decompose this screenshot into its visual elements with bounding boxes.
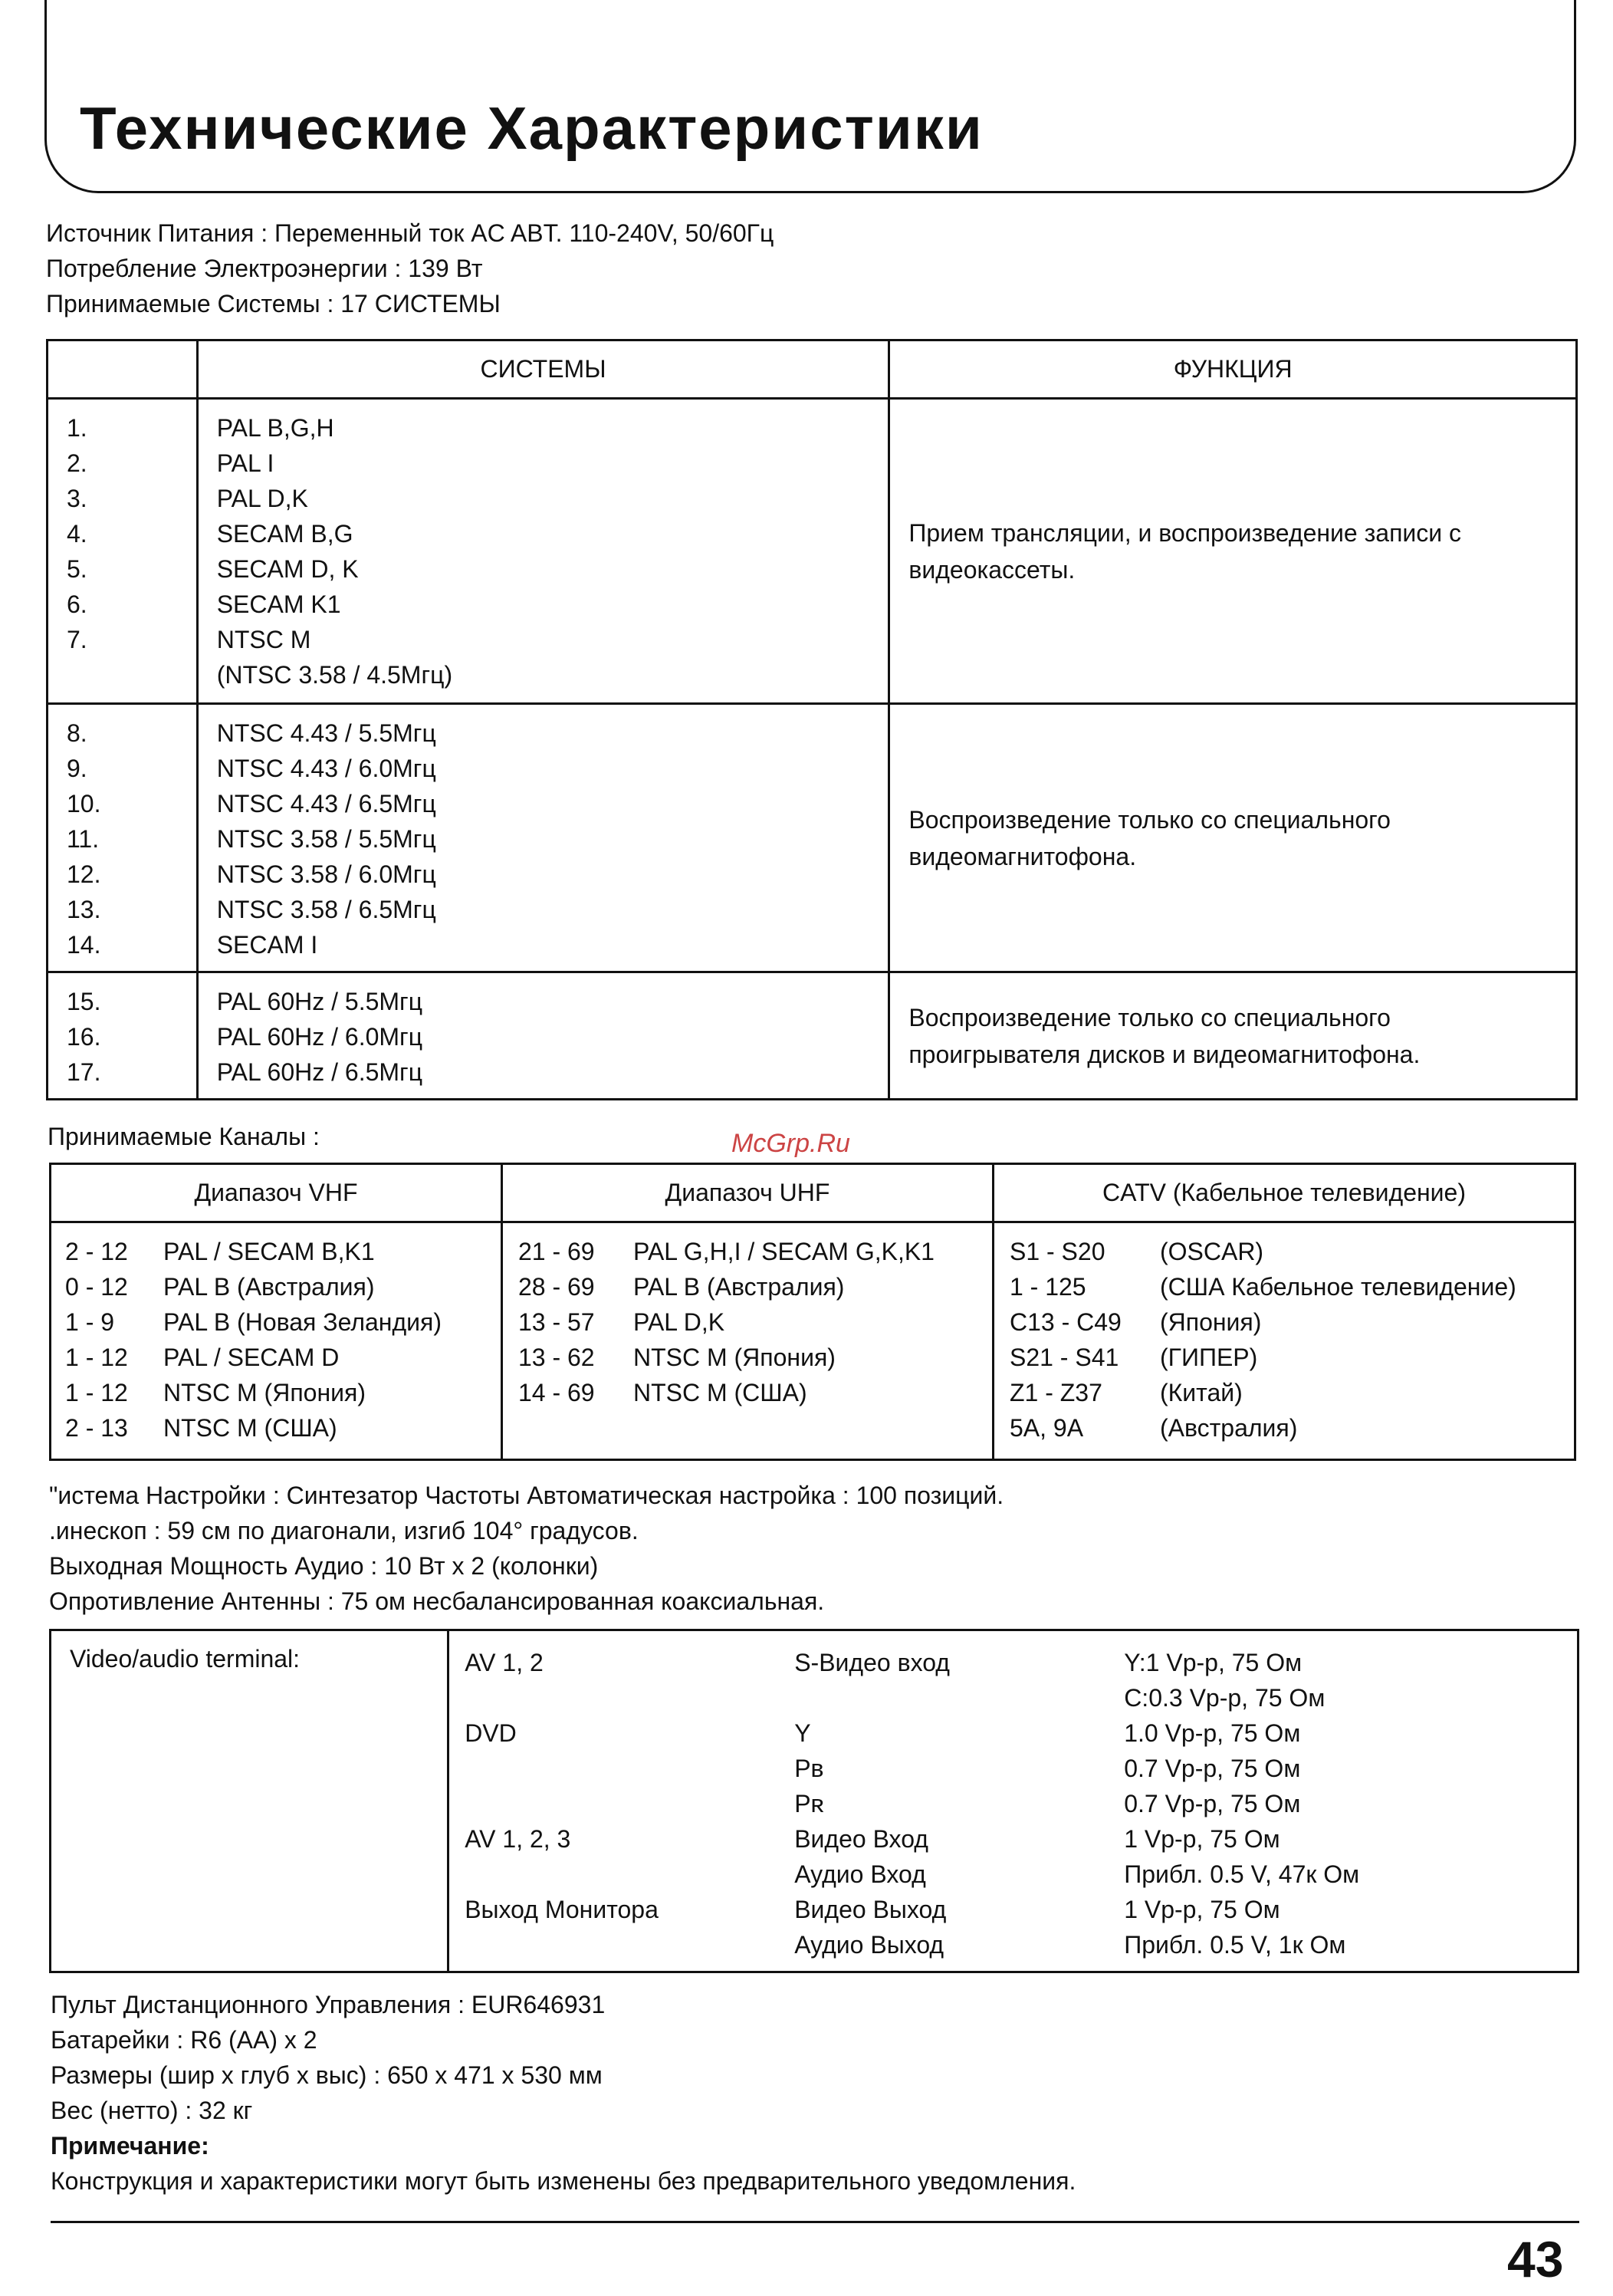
systems-group-1-list: PAL B,G,H PAL I PAL D,K SECAM B,G SECAM D, K SECAM K1 NTSC M (NTSC 3.58 / 4.5Мгц) bbox=[197, 399, 889, 704]
channel-row: Z1 - Z37 (Китай) bbox=[1009, 1379, 1243, 1406]
spec-dimensions: Размеры (шир x глуб x выс) : 650 x 471 x 530 мм bbox=[51, 2061, 603, 2089]
note-text: Конструкция и характеристики могут быть изменены без предварительного уведомления. bbox=[51, 2167, 1076, 2195]
systems-group-1-function: Прием трансляции, и воспроизведение записи с видеокассеты. bbox=[889, 399, 1577, 704]
spec-weight: Вес (нетто) : 32 кг bbox=[51, 2097, 253, 2124]
spec-tuning-system: "истема Настройки : Синтезатор Частоты Автоматическая настройка : 100 позиций. bbox=[49, 1482, 1004, 1509]
channels-header-vhf: Диапазоч VHF bbox=[51, 1164, 502, 1222]
terminal-details bbox=[448, 1630, 1579, 1972]
terminal-ports: AV 1, 2 DVD AV 1, 2, 3 Выход Монитора bbox=[465, 1649, 659, 1923]
channels-vhf-list bbox=[51, 1222, 502, 1460]
footer-rule bbox=[51, 2221, 1579, 2223]
page-title: Технические Характеристики bbox=[80, 94, 984, 162]
spec-power-source: Источник Питания : Переменный ток AC ABT. 110-240V, 50/60Гц bbox=[46, 219, 774, 247]
channels-table bbox=[49, 1163, 1576, 1461]
systems-header-num bbox=[48, 340, 198, 399]
spec-audio-output: Выходная Мощность Аудио : 10 Вт x 2 (колонки) bbox=[49, 1552, 599, 1580]
terminal-levels: Y:1 Vp-p, 75 Ом C:0.3 Vp-p, 75 Ом 1.0 Vp-p, 75 Ом 0.7 Vp-p, 75 Ом 0.7 Vp-p, 75 Ом 1 Vp-p, 75 Ом Прибл. 0.5 V, 47к Ом 1 Vp-p, 75 Ом Прибл. 0.5 V, 1к Ом bbox=[1124, 1649, 1360, 1959]
channels-header-uhf: Диапазоч UHF bbox=[501, 1164, 993, 1222]
channels-catv-list bbox=[993, 1222, 1575, 1460]
note-label: Примечание: bbox=[51, 2132, 209, 2159]
channels-label: Принимаемые Каналы : bbox=[48, 1123, 320, 1150]
page-number: 43 bbox=[1507, 2231, 1564, 2288]
systems-group-3-function: Воспроизведение только со специального проигрывателя дисков и видеомагнитофона. bbox=[889, 972, 1577, 1100]
channels-uhf-list bbox=[501, 1222, 993, 1460]
spec-batteries: Батарейки : R6 (AA) x 2 bbox=[51, 2026, 317, 2054]
systems-table bbox=[46, 339, 1578, 1100]
channel-row: 1 - 9 PAL B (Новая Зеландия) bbox=[65, 1308, 442, 1336]
systems-group-2-list: NTSC 4.43 / 5.5Мгц NTSC 4.43 / 6.0Мгц NTSC 4.43 / 6.5Мгц NTSC 3.58 / 5.5Мгц NTSC 3.58 / 6.0Мгц NTSC 3.58 / 6.5Мгц SECAM I bbox=[197, 704, 889, 972]
systems-group-3-nums: 15. 16. 17. bbox=[48, 972, 198, 1100]
channel-row: 5A, 9A (Австралия) bbox=[1009, 1414, 1298, 1442]
systems-group-2-function: Воспроизведение только со специального видеомагнитофона. bbox=[889, 704, 1577, 972]
channel-row: 13 - 62 NTSC M (Япония) bbox=[517, 1344, 836, 1371]
channel-row: C13 - C49 (Япония) bbox=[1009, 1308, 1262, 1336]
channels-header-catv: CATV (Кабельное телевидение) bbox=[993, 1164, 1575, 1222]
systems-group-3-list: PAL 60Hz / 5.5Мгц PAL 60Hz / 6.0Мгц PAL 60Hz / 6.5Мгц bbox=[197, 972, 889, 1100]
terminal-label: Video/audio terminal: bbox=[51, 1630, 448, 1972]
channel-row: 13 - 57 PAL D,K bbox=[517, 1308, 725, 1336]
channel-row: S21 - S41 (ГИПЕР) bbox=[1009, 1344, 1258, 1371]
channel-row: 2 - 13 NTSC M (США) bbox=[65, 1414, 337, 1442]
spec-antenna-impedance: Опротивление Антенны : 75 ом несбалансированная коаксиальная. bbox=[49, 1587, 825, 1615]
spec-systems-count: Принимаемые Системы : 17 СИСТЕМЫ bbox=[46, 290, 501, 317]
systems-group-1-nums: 1. 2. 3. 4. 5. 6. 7. bbox=[48, 399, 198, 704]
systems-group-2-nums: 8. 9. 10. 11. 12. 13. 14. bbox=[48, 704, 198, 972]
channel-row: 1 - 12 NTSC M (Япония) bbox=[65, 1379, 366, 1406]
systems-header-systems: СИСТЕМЫ bbox=[197, 340, 889, 399]
spec-power-consumption: Потребление Электроэнергии : 139 Вт bbox=[46, 255, 483, 282]
channel-row: S1 - S20 (OSCAR) bbox=[1009, 1238, 1264, 1265]
channel-row: 1 - 12 PAL / SECAM D bbox=[65, 1344, 340, 1371]
channel-row: 1 - 125 (США Кабельное телевидение) bbox=[1009, 1273, 1516, 1301]
channel-row: 2 - 12 PAL / SECAM B,K1 bbox=[65, 1238, 375, 1265]
spec-picture-tube: .инескоп : 59 см по диагонали, изгиб 104° градусов. bbox=[49, 1517, 639, 1544]
channel-row: 0 - 12 PAL B (Австралия) bbox=[65, 1273, 375, 1301]
spec-remote-control: Пульт Дистанционного Управления : EUR646931 bbox=[51, 1991, 606, 2018]
systems-header-function: ФУНКЦИЯ bbox=[889, 340, 1577, 399]
channel-row: 21 - 69 PAL G,H,I / SECAM G,K,K1 bbox=[517, 1238, 935, 1265]
terminal-table bbox=[49, 1629, 1579, 1973]
channel-row: 28 - 69 PAL B (Австралия) bbox=[517, 1273, 845, 1301]
channel-row: 14 - 69 NTSC M (США) bbox=[517, 1379, 807, 1406]
watermark-text: McGrp.Ru bbox=[731, 1129, 850, 1158]
terminal-signals: S-Видео вход Y Pʙ Pʀ Видео Вход Аудио Вход Видео Выход Аудио Выход bbox=[794, 1649, 950, 1959]
